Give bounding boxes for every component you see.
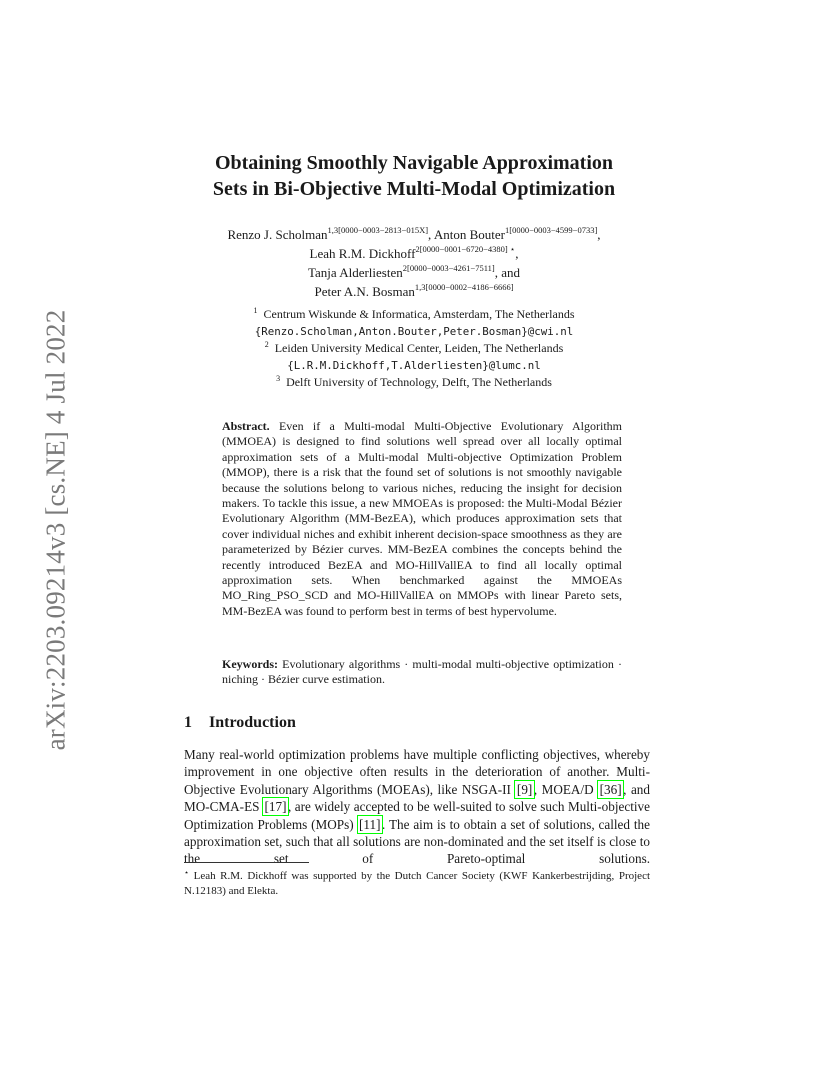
author-orcid[interactable]: 2[0000−0001−6720−4380] ⋆ (415, 244, 516, 254)
affiliation-text: Centrum Wiskunde & Informatica, Amsterdam, The Netherlands (263, 307, 575, 321)
abstract-label: Abstract. (222, 419, 270, 433)
intro-paragraph (184, 746, 650, 868)
author-line-1 (150, 225, 678, 244)
section-heading (184, 714, 296, 732)
affiliation-number: 2 (264, 340, 269, 349)
abstract (222, 419, 622, 619)
affiliation-email[interactable]: {Renzo.Scholman,Anton.Bouter,Peter.Bosman}@cwi.nl (254, 325, 574, 338)
author-orcid[interactable]: 1[0000−0003−4599−0733] (504, 225, 598, 235)
affiliation-1 (150, 306, 678, 323)
paragraph-text: Many real-world optimization problems have multiple conflicting objectives, whereby improvement in one objective often results in the deterioration of another. Multi-Objective Evolutionary Algorithms (MOEAs), like NSGA-II (184, 747, 650, 797)
affiliations (150, 306, 678, 391)
author-orcid[interactable]: 1,3[0000−0003−2813−015X] (327, 225, 429, 235)
section-number: 1 (184, 714, 192, 731)
paragraph-text: , and MO-CMA-ES (184, 781, 650, 815)
author-name: Tanja Alderliesten (307, 265, 403, 280)
keywords-label: Keywords: (222, 657, 278, 671)
author-line-3 (150, 263, 678, 282)
arxiv-identifier[interactable]: arXiv:2203.09214v3 [cs.NE] 4 Jul 2022 (40, 309, 71, 751)
author-separator: , and (494, 265, 521, 280)
affiliation-3 (150, 374, 678, 391)
affiliation-text: Leiden University Medical Center, Leiden, The Netherlands (274, 341, 564, 355)
abstract-text: Even if a Multi-modal Multi-Objective Evolutionary Algorithm (MMOEA) is designed to find solutions well spread over all locally optimal approximation sets of a Multi-modal Multi-objective Optimization Problem (MMOP), there is a risk that the found set of solutions is not smoothly navigable because the solutions belong to various niches, reducing the insight for decision makers. To tackle this issue, a new MMOEAs is proposed: the Multi-Modal Bézier Evolutionary Algorithm (MM-BezEA), which produces approximation sets that cover individual niches and exhibit inherent decision-space smoothness as they are parameterized by Bézier curves. MM-BezEA combines the concepts behind the recently introduced BezEA and MO-HillVallEA to find all locally optimal approximation sets. When benchmarked against the MMOEAs MO_Ring_PSO_SCD and MO-HillVallEA on MMOPs with linear Pareto sets, MM-BezEA was found to perform best in terms of best hypervolume. (222, 419, 623, 618)
footnote-text: Leah R.M. Dickhoff was supported by the Dutch Cancer Society (KWF Kankerbestrijding, Project N.12183) and Elekta. (184, 870, 651, 897)
footnote-mark: ⋆ (184, 868, 190, 877)
author-name: Renzo J. Scholman (227, 227, 328, 242)
author-separator: , (515, 246, 519, 261)
author-line-4 (150, 282, 678, 301)
citation-link[interactable]: [17] (264, 799, 287, 815)
author-separator: , (428, 227, 434, 242)
paragraph-text: . The aim is to obtain a set of solutions, called the approximation set, such that all solutions are non-dominated and the set itself is close to the set of Pareto-optimal solutions. (184, 816, 650, 867)
author-orcid[interactable]: 2[0000−0003−4261−7511] (402, 263, 495, 273)
author-separator: , (597, 227, 601, 242)
affiliation-number: 1 (253, 306, 258, 315)
citation-link[interactable]: [36] (599, 781, 622, 797)
title-line-2: Sets in Bi-Objective Multi-Modal Optimization (212, 178, 616, 200)
footnote (184, 869, 650, 899)
keywords (222, 657, 622, 688)
section-title: Introduction (209, 714, 296, 731)
title-line-1: Obtaining Smoothly Navigable Approximation (214, 152, 614, 174)
affiliation-2 (150, 340, 678, 357)
footnote-divider (184, 862, 309, 863)
paper-title (140, 150, 688, 202)
author-name: Peter A.N. Bosman (314, 284, 415, 299)
author-list (150, 225, 678, 301)
author-line-2 (150, 244, 678, 263)
affiliation-number: 3 (276, 374, 281, 383)
affiliation-email[interactable]: {L.R.M.Dickhoff,T.Alderliesten}@lumc.nl (287, 359, 541, 372)
author-name: Anton Bouter (433, 227, 505, 242)
affiliation-text: Delft University of Technology, Delft, The Netherlands (286, 375, 552, 389)
author-name: Leah R.M. Dickhoff (309, 246, 416, 261)
paragraph-text: , MOEA/D (533, 781, 599, 797)
citation-link[interactable]: [9] (516, 781, 533, 797)
author-orcid[interactable]: 1,3[0000−0002−4186−6666] (414, 282, 514, 292)
citation-link[interactable]: [11] (359, 816, 381, 832)
keywords-text: Evolutionary algorithms · multi-modal multi-objective optimization · niching · Bézier curve estimation. (222, 657, 622, 687)
paragraph-text: , are widely accepted to be well-suited to solve such Multi-objective Optimization Problems (MOPs) (184, 799, 651, 832)
